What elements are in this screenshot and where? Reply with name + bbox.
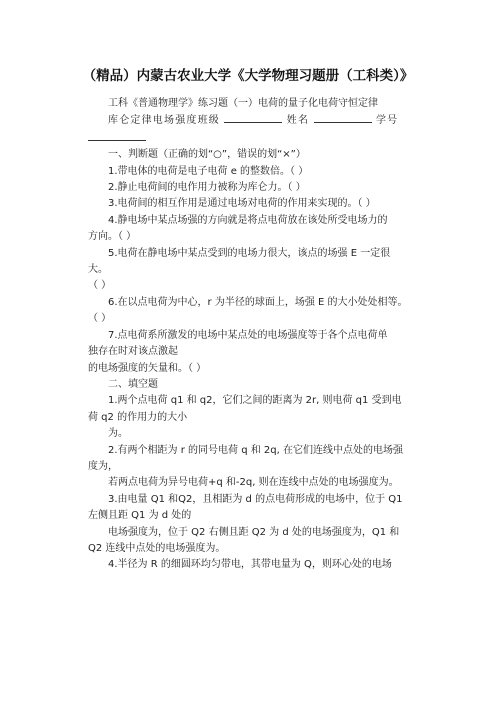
judge-question-4-line-1: 4.静电场中某点场强的方向就是将点电荷放在该处所受电场力的 [108,214,388,226]
fill-question-2-line-1: 2.有两个相距为 r 的同号电荷 q 和 2q, 在它们连线中点处的电场强 [108,444,403,456]
section-1-heading: 一、判断题（正确的划“○”，错误的划“×”） [108,149,306,161]
name-blank [314,112,372,123]
fill-question-3-line-4: Q2 连线中点处的电场强度为。 [88,542,226,554]
student-id-blank [88,130,146,141]
document-body [88,96,408,574]
fill-question-3-line-2: 左侧且距 Q1 为 d 处的 [88,510,192,522]
judge-question-7-line-1: 7.点电荷系所激发的电场中某点处的电场强度等于各个点电荷单 [108,329,388,341]
fill-question-2-line-3: 若两点电荷为异号电荷+q 和-2q, 则在连线中点处的电场强度为。 [108,477,399,489]
judge-question-6-line-1: 6.在以点电荷为中心，r 为半径的球面上，场强 E 的大小处处相等。 [108,296,408,308]
fill-question-3-line-3: 电场强度为，位于 Q2 右侧且距 Q2 为 d 处的电场强度为，Q1 和 [108,526,400,538]
document-title: （精品）内蒙古农业大学《大学物理习题册（工科类）》 [82,68,414,84]
fill-question-2-line-2: 度为， [88,460,118,472]
student-id-label: 学号 [375,115,399,127]
subtitle-line-1: 工科《普通物理学》练习题（一）电荷的量子化电荷守恒定律 [108,98,378,109]
name-label: 姓名 [286,115,310,127]
judge-question-7-line-3: 的电场强度的矢量和。（ ） [88,362,207,374]
judge-question-2: 2.静止电荷间的电作用力被称为库仑力。（ ） [108,182,306,194]
judge-question-7-line-2: 独存在时对该点激起 [88,346,178,358]
judge-question-1: 1.带电体的电荷是电子电荷 e 的整数倍。（ ） [108,165,309,177]
judge-question-4-line-2: 方向。（ ） [88,231,137,243]
fill-question-3-line-1: 3.由电量 Q1 和Q2，且相距为 d 的点电荷形成的电场中，位于 Q1 [108,493,403,505]
subtitle-line-2 [88,112,408,129]
class-label: 库仑定律电场强度班级 [108,115,220,127]
fill-question-4-line-1: 4.半径为 R 的细圆环均匀带电，其带电量为 Q，则环心处的电场 [108,559,392,571]
fill-question-1-line-1: 1.两个点电荷 q1 和 q2，它们之间的距离为 2r, 则电荷 q1 受到电 [108,395,402,407]
section-2-heading: 二、填空题 [108,378,158,390]
fill-question-1-line-2: 荷 q2 的作用力的大小 [88,411,188,423]
student-id-blank-line [88,130,408,147]
judge-question-6-line-2: （ ） [88,313,112,325]
fill-question-1-line-3: 为。 [108,428,128,440]
judge-question-5-line-2: （ ） [88,280,112,292]
judge-question-5-line-1: 5.电荷在静电场中某点受到的电场力很大，该点的场强 E 一定很大。 [88,247,391,276]
class-blank [224,112,282,123]
judge-question-3: 3.电荷间的相互作用是通过电场对电荷的作用来实现的。（ ） [108,198,376,210]
